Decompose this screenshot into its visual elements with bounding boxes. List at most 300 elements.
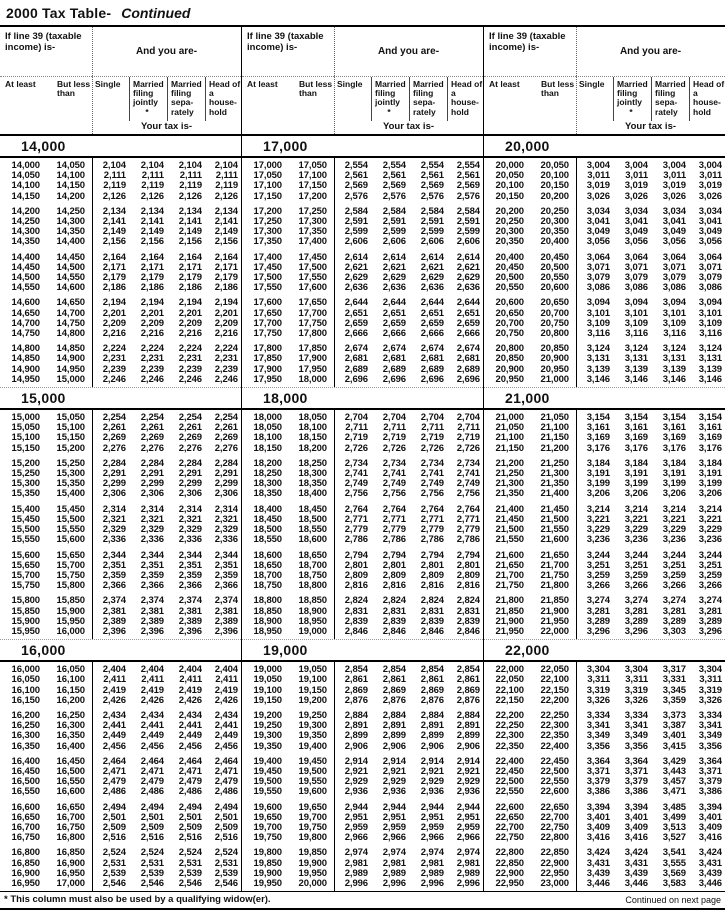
income-cell: 22,100 (540, 674, 569, 686)
tax-cell: 3,124 (698, 343, 722, 355)
tax-cell: 2,261 (102, 422, 126, 434)
table-row (484, 787, 725, 797)
tax-cell: 2,861 (456, 674, 480, 686)
income-cell: 20,750 (540, 317, 569, 329)
tax-cell: 2,329 (102, 524, 126, 536)
tax-cell: 2,636 (344, 282, 368, 294)
tax-cell: 2,621 (420, 261, 444, 273)
tax-cell: 2,666 (382, 328, 406, 340)
table-row (484, 742, 725, 752)
row-group (0, 596, 241, 637)
tax-cell: 2,801 (456, 559, 480, 571)
income-cell: 15,300 (56, 468, 85, 480)
table-row (484, 675, 725, 685)
tax-cell: 3,331 (662, 674, 686, 686)
tax-cell: 2,756 (344, 488, 368, 500)
tax-cell: 2,254 (214, 412, 238, 424)
section-body (0, 410, 241, 639)
income-cell: 16,400 (56, 740, 85, 752)
tax-cell: 2,959 (344, 821, 368, 833)
income-cell: 16,100 (11, 684, 40, 696)
tax-cell: 2,426 (140, 694, 164, 706)
tax-cell: 3,184 (662, 457, 686, 469)
income-cell: 20,300 (495, 226, 524, 238)
tax-cell: 3,049 (624, 226, 648, 238)
income-cell: 22,800 (495, 847, 524, 859)
income-cell: 20,000 (495, 160, 524, 171)
income-cell: 22,350 (540, 730, 569, 742)
tax-cell: 3,176 (586, 442, 610, 454)
income-cell: 22,300 (540, 720, 569, 732)
income-cell: 21,300 (540, 468, 569, 480)
continued-next-page: Continued on next page (625, 894, 721, 905)
tax-cell: 2,944 (344, 801, 368, 813)
tax-cell: 2,321 (102, 513, 126, 525)
tax-cell: 2,141 (140, 216, 164, 228)
row-group (484, 207, 725, 248)
income-cell: 14,650 (56, 297, 85, 309)
tax-cell: 3,116 (587, 328, 610, 340)
tax-cell: 2,306 (214, 488, 238, 500)
income-cell: 17,850 (253, 353, 282, 365)
tax-cell: 2,464 (102, 755, 126, 767)
income-cell: 21,050 (495, 422, 524, 434)
tax-cell: 2,726 (456, 442, 480, 454)
income-cell: 17,050 (298, 160, 327, 171)
income-cell: 19,650 (253, 811, 282, 823)
row-group (0, 344, 241, 385)
col-married-jointly (613, 77, 651, 121)
tax-cell: 2,239 (140, 363, 164, 375)
col-head-household: Head of a house- hold (447, 77, 483, 121)
table-row (0, 696, 241, 706)
tax-cell: 3,131 (662, 353, 686, 365)
table-row (484, 696, 725, 706)
tax-cell: 2,359 (140, 569, 164, 581)
tax-cell: 2,599 (420, 226, 444, 238)
income-cell: 18,050 (298, 412, 327, 424)
tax-cell: 2,126 (178, 190, 202, 202)
tax-cell: 2,336 (178, 534, 202, 546)
income-cell: 21,250 (495, 468, 524, 480)
table-row (242, 444, 483, 454)
tax-cell: 2,764 (420, 503, 444, 515)
tax-cell: 2,329 (178, 524, 202, 536)
tax-cell: 2,764 (382, 503, 406, 515)
tax-cell: 3,349 (624, 730, 648, 742)
tax-cell: 3,569 (662, 867, 686, 879)
tax-cell: 2,974 (344, 847, 368, 859)
tax-cell: 2,749 (420, 478, 444, 490)
col-but-less-than: But less than (299, 79, 333, 99)
tax-cell: 2,261 (214, 422, 238, 434)
tax-cell: 2,464 (178, 755, 202, 767)
married-jointly-label: Married filing jointly (375, 79, 406, 108)
tax-cell: 2,921 (456, 765, 480, 777)
tax-cell: 2,636 (456, 282, 480, 294)
income-cell: 21,800 (495, 595, 524, 607)
title-text: 2000 Tax Table- (6, 5, 112, 21)
table-row (484, 283, 725, 293)
table-row (242, 535, 483, 545)
tax-cell: 2,839 (456, 615, 480, 627)
tax-cell: 3,311 (625, 674, 648, 686)
tax-cell: 3,049 (662, 226, 686, 238)
tax-cell: 2,471 (214, 765, 238, 777)
income-cell: 22,200 (495, 709, 524, 721)
income-cell: 14,600 (56, 282, 85, 294)
income-cell: 19,600 (253, 801, 282, 813)
your-tax-is-label: Your tax is- (624, 121, 677, 132)
income-cell: 20,250 (495, 216, 524, 228)
tax-cell: 3,416 (698, 832, 722, 844)
income-cell: 18,250 (253, 468, 282, 480)
tax-cell: 2,516 (214, 832, 238, 844)
section-header-15,000: 15,000 (0, 387, 241, 410)
table-row (0, 787, 241, 797)
tax-cell: 3,446 (698, 877, 722, 889)
income-cell: 16,950 (11, 877, 40, 889)
tax-cell: 3,206 (698, 488, 722, 500)
tax-cell: 2,831 (456, 605, 480, 617)
tax-cell: 3,019 (624, 180, 648, 192)
income-cell: 18,150 (298, 432, 327, 444)
income-cell: 20,100 (540, 170, 569, 182)
tax-cell: 2,321 (214, 513, 238, 525)
income-cell: 14,800 (11, 343, 40, 355)
income-cell: 16,950 (56, 867, 85, 879)
income-cell: 14,350 (11, 236, 40, 248)
column-header (484, 27, 725, 136)
income-cell: 21,550 (540, 524, 569, 536)
tax-cell: 2,269 (140, 432, 164, 444)
tax-cell: 2,561 (456, 170, 480, 182)
tax-column-group-3 (483, 27, 725, 891)
income-cell: 14,800 (56, 328, 85, 340)
tax-cell: 2,824 (420, 595, 444, 607)
tax-cell: 3,281 (624, 605, 648, 617)
tax-cell: 2,531 (102, 857, 126, 869)
tax-cell: 2,276 (214, 442, 238, 454)
tax-cell: 2,344 (214, 549, 238, 561)
tax-cell: 2,666 (420, 328, 444, 340)
tax-cell: 2,186 (214, 282, 238, 294)
tax-cell: 3,251 (624, 559, 648, 571)
tax-cell: 3,311 (587, 674, 610, 686)
tax-cell: 3,334 (586, 709, 610, 721)
tax-cell: 2,606 (344, 236, 368, 248)
income-cell: 18,000 (253, 412, 282, 424)
tax-cell: 2,479 (178, 776, 202, 788)
income-cell: 19,050 (253, 674, 282, 686)
tax-cell: 2,464 (214, 755, 238, 767)
income-cell: 20,950 (540, 363, 569, 375)
tax-cell: 3,094 (662, 297, 686, 309)
tax-cell: 3,041 (624, 216, 648, 228)
income-cell: 17,300 (298, 216, 327, 228)
tax-cell: 2,434 (214, 709, 238, 721)
tax-cell: 3,583 (662, 877, 686, 889)
tax-cell: 2,899 (344, 730, 368, 742)
income-cell: 19,250 (253, 720, 282, 732)
tax-cell: 3,161 (624, 422, 648, 434)
income-cell: 19,300 (253, 730, 282, 742)
income-cell: 22,250 (495, 720, 524, 732)
tax-cell: 2,269 (178, 432, 202, 444)
tax-cell: 3,109 (586, 317, 610, 329)
income-cell: 21,300 (495, 478, 524, 490)
income-cell: 14,900 (11, 363, 40, 375)
tax-cell: 3,064 (624, 251, 648, 263)
section-body (242, 662, 483, 891)
tax-cell: 3,266 (662, 580, 686, 592)
and-you-are-header: And you are- (92, 27, 241, 77)
row-group (484, 344, 725, 385)
tax-cell: 2,704 (344, 412, 368, 424)
tax-cell: 2,404 (178, 664, 202, 676)
row-group (0, 207, 241, 248)
tax-cell: 2,224 (178, 343, 202, 355)
table-row (0, 444, 241, 454)
income-cell: 17,500 (298, 261, 327, 273)
tax-cell: 3,109 (624, 317, 648, 329)
income-cell: 20,050 (495, 170, 524, 182)
income-cell: 21,500 (540, 513, 569, 525)
income-cell: 20,150 (540, 180, 569, 192)
income-cell: 16,600 (11, 801, 40, 813)
income-cell: 16,500 (56, 765, 85, 777)
tax-cell: 2,494 (140, 801, 164, 813)
tax-cell: 2,104 (178, 160, 202, 171)
tax-cell: 3,004 (586, 160, 610, 171)
tax-cell: 2,509 (178, 821, 202, 833)
col-married-jointly (129, 77, 167, 121)
tax-table (0, 25, 725, 892)
tax-cell: 2,314 (140, 503, 164, 515)
row-group (484, 551, 725, 592)
tax-cell: 3,139 (662, 363, 686, 375)
income-cell: 21,100 (495, 432, 524, 444)
row-group (0, 848, 241, 889)
sections-container (0, 136, 241, 891)
income-tax-divider (92, 410, 93, 639)
income-cell: 16,250 (56, 709, 85, 721)
income-tax-divider (334, 158, 335, 387)
tax-cell: 2,471 (178, 765, 202, 777)
tax-cell: 2,336 (214, 534, 238, 546)
income-tax-divider (92, 662, 93, 891)
income-cell: 19,000 (298, 625, 327, 637)
tax-cell: 3,094 (698, 297, 722, 309)
tax-cell: 2,284 (178, 457, 202, 469)
tax-cell: 2,389 (178, 615, 202, 627)
tax-cell: 2,921 (420, 765, 444, 777)
tax-cell: 3,439 (586, 867, 610, 879)
tax-cell: 2,591 (456, 216, 480, 228)
tax-cell: 3,139 (586, 363, 610, 375)
income-cell: 18,750 (298, 569, 327, 581)
tax-cell: 2,246 (140, 373, 164, 385)
income-cell: 21,650 (495, 559, 524, 571)
income-cell: 21,350 (495, 488, 524, 500)
row-group (242, 596, 483, 637)
tax-cell: 3,326 (698, 694, 722, 706)
income-cell: 14,300 (11, 226, 40, 238)
tax-cell: 3,341 (698, 720, 722, 732)
tax-cell: 2,471 (102, 765, 126, 777)
tax-cell: 2,126 (214, 190, 238, 202)
income-cell: 17,000 (253, 160, 282, 171)
tax-cell: 2,786 (420, 534, 444, 546)
tax-cell: 2,359 (102, 569, 126, 581)
col-married-separately: Married filing sepa- rately (409, 77, 447, 121)
tax-cell: 3,056 (586, 236, 610, 248)
income-cell: 15,150 (56, 432, 85, 444)
section-body (484, 662, 725, 891)
tax-cell: 2,449 (102, 730, 126, 742)
tax-cell: 3,131 (586, 353, 610, 365)
tax-cell: 2,861 (382, 674, 406, 686)
tax-cell: 3,154 (698, 412, 722, 424)
income-cell: 17,550 (298, 272, 327, 284)
row-group (0, 757, 241, 798)
tax-cell: 2,674 (420, 343, 444, 355)
tax-cell: 2,636 (420, 282, 444, 294)
income-cell: 15,100 (11, 432, 40, 444)
tax-cell: 2,929 (344, 776, 368, 788)
col-at-least: At least (489, 79, 520, 89)
income-cell: 20,950 (495, 373, 524, 385)
income-cell: 22,950 (495, 877, 524, 889)
income-tax-divider (576, 158, 577, 387)
income-cell: 19,450 (298, 755, 327, 767)
income-cell: 19,550 (298, 776, 327, 788)
tax-cell: 2,149 (102, 226, 126, 238)
tax-cell: 3,214 (662, 503, 686, 515)
tax-cell: 3,124 (624, 343, 648, 355)
income-cell: 15,950 (56, 615, 85, 627)
tax-cell: 2,899 (382, 730, 406, 742)
tax-cell: 2,419 (178, 684, 202, 696)
income-cell: 16,300 (56, 720, 85, 732)
income-cell: 22,550 (540, 776, 569, 788)
tax-cell: 2,164 (214, 251, 238, 263)
income-cell: 14,500 (11, 272, 40, 284)
income-header: If line 39 (taxable income) is- (0, 27, 92, 77)
tax-cell: 2,509 (140, 821, 164, 833)
income-cell: 22,100 (495, 684, 524, 696)
tax-cell: 2,561 (344, 170, 368, 182)
tax-cell: 2,284 (214, 457, 238, 469)
table-row (0, 489, 241, 499)
tax-cell: 2,411 (103, 674, 126, 686)
income-cell: 21,150 (495, 442, 524, 454)
income-cell: 15,450 (56, 503, 85, 515)
table-row (0, 581, 241, 591)
tax-cell: 2,254 (178, 412, 202, 424)
tax-cell: 3,146 (624, 373, 648, 385)
income-cell: 20,500 (495, 272, 524, 284)
tax-cell: 2,996 (420, 877, 444, 889)
income-cell: 21,550 (495, 534, 524, 546)
tax-cell: 3,359 (662, 694, 686, 706)
tax-cell: 2,246 (102, 373, 126, 385)
tax-cell: 3,409 (624, 821, 648, 833)
income-cell: 14,150 (56, 180, 85, 192)
col-head-household: Head of a house- hold (689, 77, 725, 121)
tax-cell: 3,319 (698, 684, 722, 696)
tax-cell: 3,401 (662, 730, 686, 742)
income-cell: 19,200 (298, 694, 327, 706)
tax-cell: 2,659 (456, 317, 480, 329)
tax-cell: 2,381 (102, 605, 126, 617)
tax-cell: 2,726 (420, 442, 444, 454)
tax-cell: 2,831 (382, 605, 406, 617)
income-cell: 20,150 (495, 190, 524, 202)
tax-cell: 2,629 (456, 272, 480, 284)
tax-cell: 3,371 (624, 765, 648, 777)
tax-cell: 3,341 (586, 720, 610, 732)
tax-cell: 2,374 (140, 595, 164, 607)
tax-cell: 3,541 (662, 847, 686, 859)
tax-cell: 2,981 (456, 857, 480, 869)
table-row (0, 329, 241, 339)
tax-cell: 2,501 (178, 811, 202, 823)
tax-cell: 2,989 (382, 867, 406, 879)
tax-cell: 2,156 (178, 236, 202, 248)
tax-cell: 2,456 (178, 740, 202, 752)
tax-cell: 2,996 (456, 877, 480, 889)
tax-cell: 2,876 (382, 694, 406, 706)
row-group (484, 161, 725, 202)
tax-cell: 2,794 (382, 549, 406, 561)
tax-cell: 3,274 (698, 595, 722, 607)
tax-cell: 2,614 (382, 251, 406, 263)
tax-cell: 2,419 (102, 684, 126, 696)
tax-cell: 2,209 (214, 317, 238, 329)
tax-cell: 2,456 (140, 740, 164, 752)
income-cell: 15,000 (11, 412, 40, 424)
tax-cell: 2,734 (344, 457, 368, 469)
tax-cell: 2,666 (344, 328, 368, 340)
tax-cell: 2,891 (456, 720, 480, 732)
income-cell: 22,000 (495, 664, 524, 676)
tax-cell: 2,786 (344, 534, 368, 546)
tax-cell: 2,981 (382, 857, 406, 869)
income-cell: 21,100 (540, 422, 569, 434)
income-cell: 20,200 (540, 190, 569, 202)
tax-cell: 2,426 (214, 694, 238, 706)
tax-cell: 3,161 (662, 422, 686, 434)
tax-cell: 2,179 (178, 272, 202, 284)
tax-cell: 3,056 (624, 236, 648, 248)
tax-cell: 2,719 (420, 432, 444, 444)
row-group (242, 298, 483, 339)
tax-cell: 2,516 (102, 832, 126, 844)
table-row (242, 742, 483, 752)
income-cell: 14,500 (56, 261, 85, 273)
row-group (242, 459, 483, 500)
income-cell: 17,800 (298, 328, 327, 340)
income-cell: 19,600 (298, 786, 327, 798)
tax-cell: 3,019 (698, 180, 722, 192)
row-group (242, 757, 483, 798)
tax-cell: 2,801 (382, 559, 406, 571)
tax-cell: 2,959 (456, 821, 480, 833)
tax-cell: 2,539 (102, 867, 126, 879)
tax-cell: 2,186 (178, 282, 202, 294)
sections-container (484, 136, 725, 891)
